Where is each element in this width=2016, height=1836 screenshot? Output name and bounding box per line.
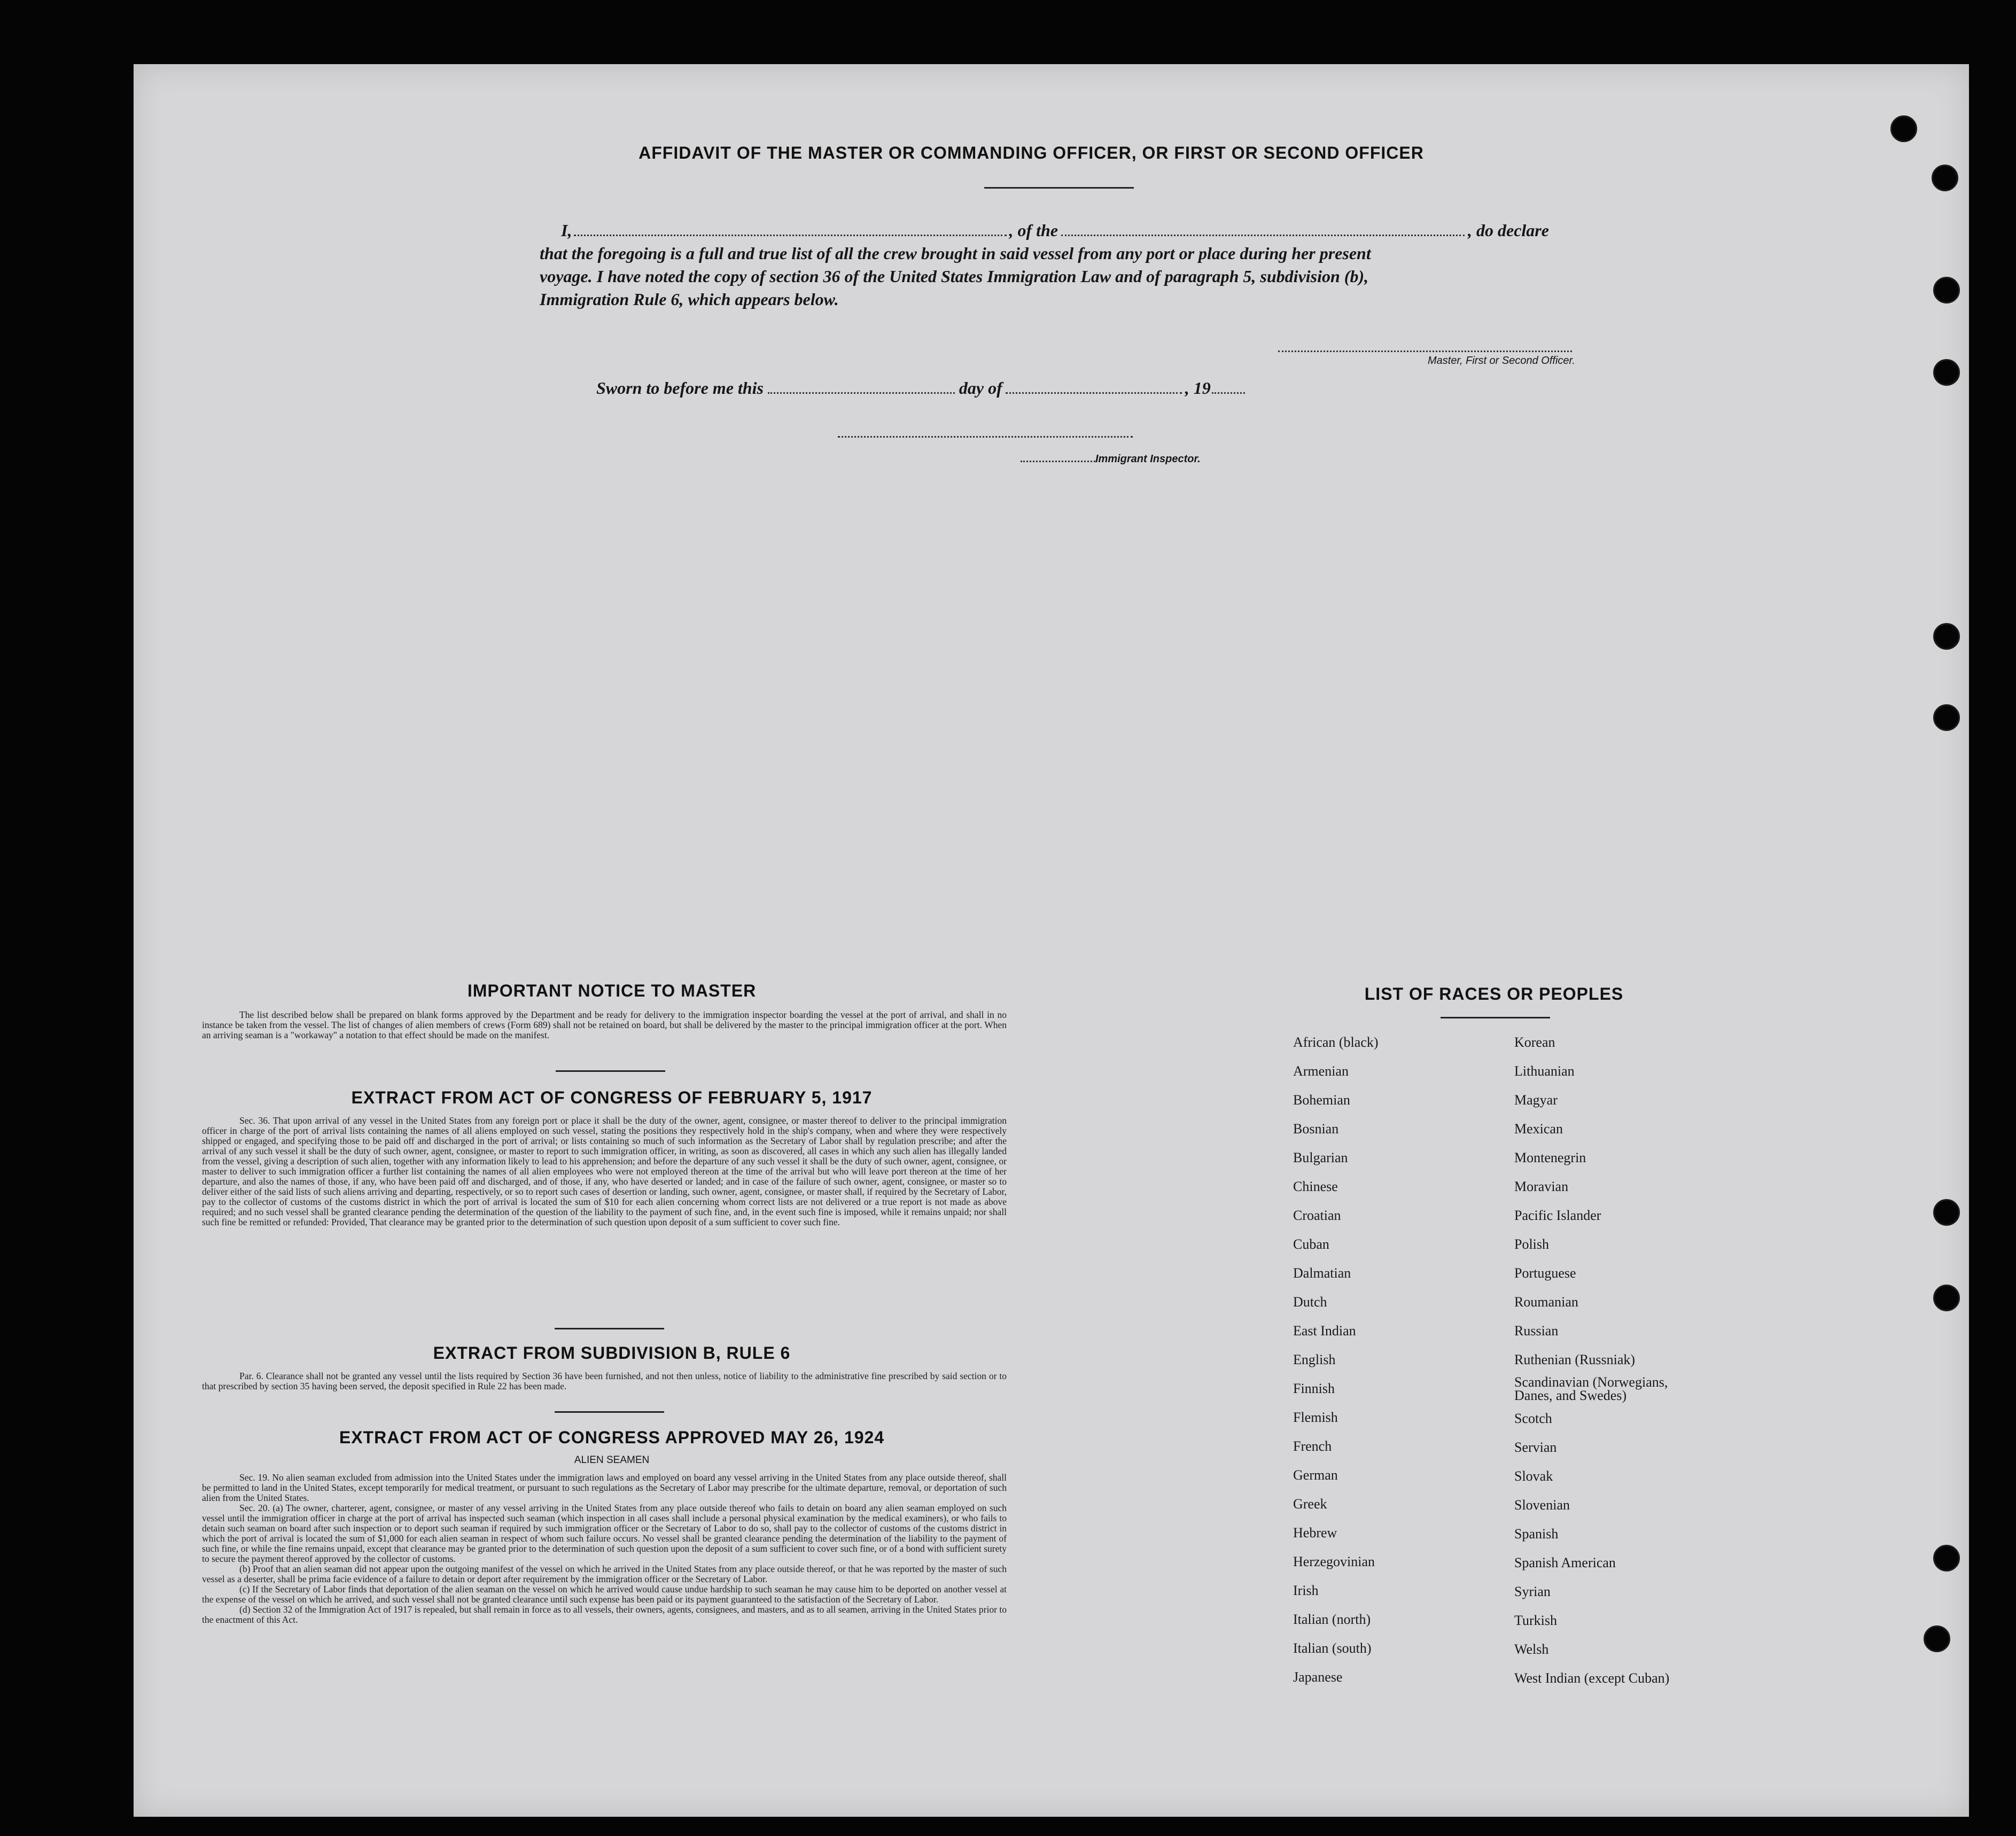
extract-1917-title: EXTRACT FROM ACT OF CONGRESS OF FEBRUARY 5, 1917 xyxy=(351,1088,873,1107)
declaration-of-the: , of the xyxy=(1009,221,1058,240)
race-item: Flemish xyxy=(1293,1410,1338,1425)
race-item: African (black) xyxy=(1293,1034,1379,1050)
extract-1917-paragraph: Sec. 36. That upon arrival of any vessel in the United States from any foreign port or place it shall be the duty of the owner, agent, consignee, or master thereof to deliver to the principal immigration officer in charge of the port of arrival lists containing the names of all aliens employed on such vessel, stating the positions they respectively hold in the ship's company, when and where they were respectively shipped or engaged, and specifying those to be paid off and discharged in the port of arrival; or lists containing so much of such information as the Secretary of Labor shall by regulation prescribe; and after the arrival of any such vessel it shall be the duty of such owner, agent, consignee, or master to report to such immigration officer, in writing, as soon as discovered, all cases in which any such alien has illegally landed from the vessel, giving a description of such alien, together with any information likely to lead to his apprehension; and before the departure of any such vessel it shall be the duty of such owner, agent, consignee, or master to deliver to such immigration officer a further list containing the names of all alien employees who were not employed thereon at the time of the arrival but who will leave port thereon at the time of her departure, and also the names of those, if any, who have been paid off and discharged, and of those, if any, who have deserted or landed; and in case of the failure of such owner, agent, consignee, or master so to deliver either of the said lists of such aliens arriving and departing, respectively, or so to report such cases of desertion or landing, such owner, agent, consignee, or master shall, if required by the Secretary of Labor, pay to the collector of customs of the customs district in which the port of arrival is located the sum of $10 for each alien concerning whom correct lists are not delivered or a true report is not made as above required; and no such vessel shall be granted clearance pending the determination of the question of the liability to the payment of such fine, and, in the event such fine is imposed, while it remains unpaid; nor shall such fine be remitted or refunded: Provided, That clearance may be granted prior to the determination of such question upon deposit of a sum sufficient to cover such fine. xyxy=(202,1115,1007,1227)
race-item: German xyxy=(1293,1467,1338,1483)
notice-title: IMPORTANT NOTICE TO MASTER xyxy=(467,981,757,1000)
race-item: Montenegrin xyxy=(1514,1150,1586,1165)
declaration-do-declare: , do declare xyxy=(1468,221,1549,240)
extract-1924-subtitle: ALIEN SEAMEN xyxy=(574,1454,650,1466)
sworn-month-blank[interactable] xyxy=(1006,392,1182,394)
declaration-line-3: voyage. I have noted the copy of section 36 of the United States Immigration Law and of paragraph 5, subdivision (b), xyxy=(540,267,1369,286)
sworn-label: Sworn to before me this xyxy=(596,378,764,398)
binder-hole-icon xyxy=(1932,165,1958,191)
race-item: English xyxy=(1293,1352,1336,1367)
race-item: Bosnian xyxy=(1293,1121,1339,1137)
binder-hole-icon xyxy=(1933,1545,1960,1572)
affidavit-title: AFFIDAVIT OF THE MASTER OR COMMANDING OFFICER, OR FIRST OR SECOND OFFICER xyxy=(639,143,1424,162)
inspector-signature-line[interactable] xyxy=(838,436,1133,438)
master-signature-label: Master, First or Second Officer. xyxy=(1427,355,1575,367)
extract-1924-paragraph: Sec. 19. No alien seaman excluded from admission into the United States under the immigration laws and employed on board any vessel arriving in the United States from any place outside thereof, shall be permitted to land in the United States, except temporarily for medical treatment, or pursuant to such regulations as the Secretary of Labor may prescribe for the ultimate departure, removal, or deportation of such alien from the United States. xyxy=(202,1472,1007,1503)
sworn-day-blank[interactable] xyxy=(768,392,955,394)
binder-hole-icon xyxy=(1933,359,1960,386)
vessel-blank[interactable] xyxy=(1061,235,1465,236)
extract-rule6-title: EXTRACT FROM SUBDIVISION B, RULE 6 xyxy=(433,1343,791,1363)
binder-hole-icon xyxy=(1933,704,1960,731)
race-item: West Indian (except Cuban) xyxy=(1514,1670,1670,1686)
race-item: Dalmatian xyxy=(1293,1265,1351,1281)
race-item: Greek xyxy=(1293,1496,1327,1512)
extract-rule6-divider xyxy=(555,1411,664,1413)
declaration-block xyxy=(540,219,1576,311)
notice-paragraph: The list described below shall be prepared on blank forms approved by the Department and be ready for delivery to the immigration inspector boarding the vessel at the port of arrival, and shall in no instance be taken from the vessel. The list of changes of alien members of crews (Form 689) shall not be retained on board, but shall be delivered by the master to the principal immigration officer at the port. When an arriving seaman is a "workaway" a notation to that effect should be made on the manifest. xyxy=(202,1009,1007,1040)
races-right-column xyxy=(1514,1028,1717,1693)
race-item: Roumanian xyxy=(1514,1294,1578,1310)
sworn-day-of: day of xyxy=(959,378,1002,398)
extract-1924-paragraph: (b) Proof that an alien seaman did not appear upon the outgoing manifest of the vessel on which he arrived in the United States from any place outside thereof, or that he was reported by the master of such vessel as a deserter, shall be prima facie evidence of a failure to detain or deport after requirement by the immigration officer or the Secretary of Labor. xyxy=(202,1563,1007,1584)
declaration-i: I, xyxy=(561,221,572,240)
race-item: Herzegovinian xyxy=(1293,1554,1375,1569)
race-item: Spanish xyxy=(1514,1526,1559,1542)
race-item: Lithuanian xyxy=(1514,1063,1575,1079)
binder-hole-icon xyxy=(1933,1285,1960,1311)
binder-hole-icon xyxy=(1890,115,1917,142)
binder-hole-icon xyxy=(1933,1199,1960,1226)
race-item: Scandinavian (Norwegians, Danes, and Swedes) xyxy=(1514,1374,1668,1403)
races-underline xyxy=(1441,1017,1550,1018)
race-item: Cuban xyxy=(1293,1236,1329,1252)
extract-1924-paragraph: Sec. 20. (a) The owner, charterer, agent, consignee, or master of any vessel arriving in the United States from any place outside thereof who fails to detain on board any alien seaman employed on such vessel until the immigration officer in charge at the port of arrival has inspected such seaman (which inspection in all cases shall include a personal physical examination by the medical examiners), or who fails to detain such seaman on board after such inspection or to deport such seaman if required by such immigration officer or the Secretary of Labor to do so, shall pay to the collector of customs of the customs district in which the port of arrival is located the sum of $1,000 for each alien seaman in respect of whom such failure occurs. No vessel shall be granted clearance pending the determination of the liability to the payment of such fine, or while the fine remains unpaid, except that clearance may be granted prior to the determination of such question upon the deposit of a sum sufficient to cover such fine, or of a bond with sufficient surety to secure the payment thereof approved by the collector of customs. xyxy=(202,1503,1007,1564)
sworn-year-blank[interactable] xyxy=(1212,392,1245,394)
race-item: Slovak xyxy=(1514,1468,1553,1484)
name-blank[interactable] xyxy=(574,235,1007,236)
race-item: Croatian xyxy=(1293,1208,1341,1223)
extract-1917-divider xyxy=(555,1328,664,1329)
race-item: Magyar xyxy=(1514,1092,1558,1108)
extract-1924-body xyxy=(202,1473,1007,1625)
master-signature-line[interactable] xyxy=(1278,351,1572,352)
race-item: Turkish xyxy=(1514,1613,1557,1628)
race-item: Slovenian xyxy=(1514,1497,1570,1513)
race-item: Servian xyxy=(1514,1440,1557,1455)
extract-1924-paragraph: (d) Section 32 of the Immigration Act of 1917 is repealed, but shall remain in force as to all vessels, their owners, agents, consignees, and masters, and as to all seamen, arriving in the United States prior to the enactment of this Act. xyxy=(202,1604,1007,1625)
declaration-line-2: that the foregoing is a full and true list of all the crew brought in said vessel from any port or place during her present xyxy=(540,244,1371,263)
race-item: Portuguese xyxy=(1514,1265,1576,1281)
race-item: Finnish xyxy=(1293,1381,1335,1396)
race-item: Spanish American xyxy=(1514,1555,1616,1570)
races-title: LIST OF RACES OR PEOPLES xyxy=(1364,984,1624,1003)
extract-rule6-paragraph: Par. 6. Clearance shall not be granted any vessel until the lists required by Section 36 have been furnished, and not then unless, notice of liability to the administrative fine prescribed by said section or to that prescribed by section 35 having been served, the deposit specified in Rule 22 has been made. xyxy=(202,1371,1007,1391)
race-item: Russian xyxy=(1514,1323,1559,1339)
races-left-column xyxy=(1293,1028,1496,1692)
inspector-label-row xyxy=(1021,453,1201,465)
race-item: Scotch xyxy=(1514,1411,1552,1426)
notice-body xyxy=(202,1010,1007,1040)
sworn-year-prefix: , 19 xyxy=(1185,378,1211,398)
race-item: Polish xyxy=(1514,1236,1550,1252)
extract-1924-title: EXTRACT FROM ACT OF CONGRESS APPROVED MAY 26, 1924 xyxy=(339,1428,885,1447)
race-item: Bulgarian xyxy=(1293,1150,1348,1165)
race-item: Welsh xyxy=(1514,1641,1549,1657)
race-item: Hebrew xyxy=(1293,1525,1337,1541)
race-item: Armenian xyxy=(1293,1063,1349,1079)
extract-1917-body xyxy=(202,1116,1007,1227)
race-item: Mexican xyxy=(1514,1121,1563,1137)
race-item: Italian (north) xyxy=(1293,1612,1371,1627)
binder-hole-icon xyxy=(1933,623,1960,650)
race-item: Bohemian xyxy=(1293,1092,1350,1108)
extract-rule6-body xyxy=(202,1371,1007,1391)
race-item: Dutch xyxy=(1293,1294,1327,1310)
race-item: Pacific Islander xyxy=(1514,1208,1601,1223)
race-item: Moravian xyxy=(1514,1179,1569,1194)
race-item: Chinese xyxy=(1293,1179,1338,1194)
inspector-dots xyxy=(1021,461,1095,462)
notice-divider xyxy=(556,1070,665,1072)
binder-hole-icon xyxy=(1924,1625,1950,1652)
title-underline xyxy=(984,187,1134,189)
race-item: East Indian xyxy=(1293,1323,1356,1339)
race-item: Japanese xyxy=(1293,1669,1343,1685)
race-item: Syrian xyxy=(1514,1584,1551,1599)
race-item: French xyxy=(1293,1438,1332,1454)
race-item: Korean xyxy=(1514,1034,1555,1050)
race-item: Italian (south) xyxy=(1293,1640,1372,1656)
race-item: Irish xyxy=(1293,1583,1319,1598)
declaration-line-4: Immigration Rule 6, which appears below. xyxy=(540,290,839,309)
inspector-label: Immigrant Inspector. xyxy=(1095,453,1201,465)
extract-1924-paragraph: (c) If the Secretary of Labor finds that deportation of the alien seaman on the vessel on which he arrived would cause undue hardship to such seaman he may cause him to be deported on another vessel at the expense of the vessel on which he arrived, and such vessel shall not be granted clearance until such expense has been paid or its payment guaranteed to the satisfaction of the Secretary of Labor. xyxy=(202,1584,1007,1605)
sworn-line xyxy=(596,378,1245,398)
binder-hole-icon xyxy=(1933,277,1960,304)
race-item: Ruthenian (Russniak) xyxy=(1514,1352,1636,1367)
